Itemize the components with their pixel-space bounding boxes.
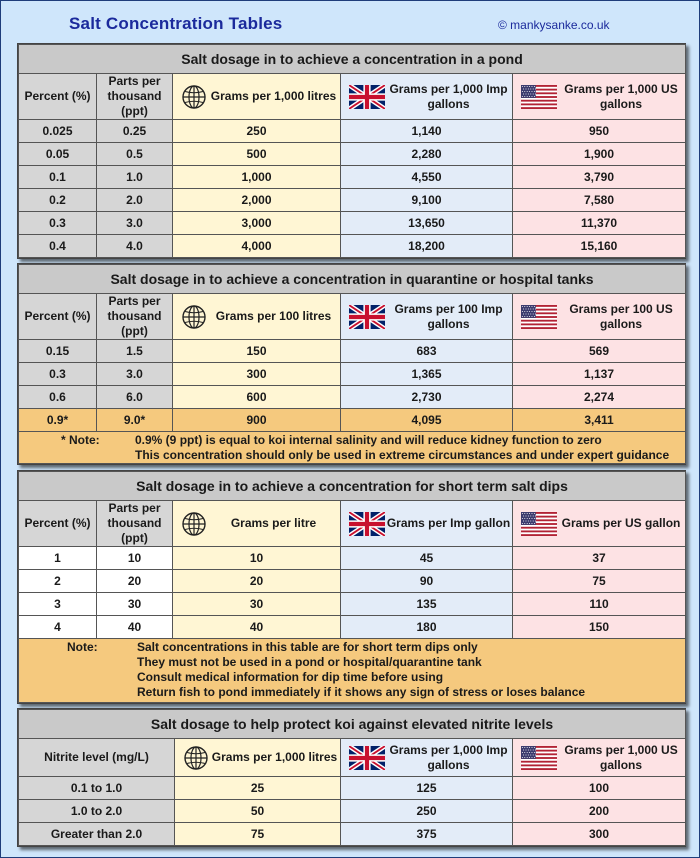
col-global: Grams per 1,000 litres xyxy=(175,739,341,777)
table-cell: 110 xyxy=(513,593,686,616)
table-cell: 4 xyxy=(19,616,97,639)
table-cell: 3.0 xyxy=(97,363,173,386)
table-cell: 600 xyxy=(173,386,341,409)
pond-table-section xyxy=(17,43,686,259)
table-cell: 7,580 xyxy=(513,189,686,212)
table-cell: 125 xyxy=(341,777,513,800)
table-cell: 40 xyxy=(173,616,341,639)
table-cell: 0.5 xyxy=(97,143,173,166)
uk-flag-icon xyxy=(349,512,385,536)
copyright: © mankysanke.co.uk xyxy=(498,18,610,32)
table-cell: 500 xyxy=(173,143,341,166)
note-label xyxy=(67,685,137,700)
table-cell: 2,730 xyxy=(341,386,513,409)
us-flag-icon xyxy=(521,85,557,109)
table-cell: 9.0* xyxy=(97,409,173,432)
table-row xyxy=(19,570,686,593)
note-label xyxy=(67,655,137,670)
page-title: Salt Concentration Tables xyxy=(69,14,283,33)
hospital-table xyxy=(18,264,686,464)
table-cell: 6.0 xyxy=(97,386,173,409)
col-uk: Grams per 1,000 Imp gallons xyxy=(341,739,513,777)
table-cell: 37 xyxy=(513,547,686,570)
table-cell: 1,000 xyxy=(173,166,341,189)
table-cell: 10 xyxy=(97,547,173,570)
nitrite-header-row xyxy=(19,739,686,777)
table-cell: 75 xyxy=(513,570,686,593)
table-cell: 1 xyxy=(19,547,97,570)
col-nitrite-level: Nitrite level (mg/L) xyxy=(19,739,175,777)
table-cell: 0.05 xyxy=(19,143,97,166)
col-uk: Grams per 100 Imp gallons xyxy=(341,294,513,340)
table-cell: 75 xyxy=(175,823,341,846)
table-row xyxy=(19,340,686,363)
table-cell: 1.0 to 2.0 xyxy=(19,800,175,823)
hospital-header-row xyxy=(19,294,686,340)
table-row xyxy=(19,212,686,235)
table-cell: 300 xyxy=(173,363,341,386)
table-cell: 150 xyxy=(513,616,686,639)
dips-header-row xyxy=(19,501,686,547)
table-cell: 20 xyxy=(173,570,341,593)
table-cell: 135 xyxy=(341,593,513,616)
col-ppt: Parts per thousand (ppt) xyxy=(97,74,173,120)
table-cell: 100 xyxy=(513,777,686,800)
table-row xyxy=(19,363,686,386)
table-cell: 200 xyxy=(513,800,686,823)
table-row xyxy=(19,409,686,432)
table-row xyxy=(19,235,686,258)
table-cell: 3 xyxy=(19,593,97,616)
col-ppt: Parts per thousand (ppt) xyxy=(97,501,173,547)
hospital-note xyxy=(19,432,686,464)
pond-table-title: Salt dosage in to achieve a concentration in a pond xyxy=(19,45,686,74)
table-cell: 1,365 xyxy=(341,363,513,386)
table-cell: 90 xyxy=(341,570,513,593)
table-cell: 1,137 xyxy=(513,363,686,386)
table-cell: 0.3 xyxy=(19,212,97,235)
col-uk: Grams per Imp gallon xyxy=(341,501,513,547)
note-line: Salt concentrations in this table are for short term dips only xyxy=(137,640,478,654)
uk-flag-icon xyxy=(349,85,385,109)
table-cell: 1,900 xyxy=(513,143,686,166)
globe-icon xyxy=(181,511,207,537)
table-cell: 0.025 xyxy=(19,120,97,143)
col-us: Grams per US gallon xyxy=(513,501,686,547)
table-cell: Greater than 2.0 xyxy=(19,823,175,846)
table-cell: 250 xyxy=(341,800,513,823)
note-label xyxy=(61,448,135,463)
globe-icon xyxy=(181,84,207,110)
table-cell: 0.15 xyxy=(19,340,97,363)
dips-note xyxy=(19,639,686,703)
table-cell: 15,160 xyxy=(513,235,686,258)
table-cell: 0.25 xyxy=(97,120,173,143)
us-flag-icon xyxy=(521,512,557,536)
globe-icon xyxy=(183,745,209,771)
table-cell: 1.0 xyxy=(97,166,173,189)
col-percent: Percent (%) xyxy=(19,294,97,340)
table-row xyxy=(19,547,686,570)
table-cell: 2,000 xyxy=(173,189,341,212)
table-cell: 0.4 xyxy=(19,235,97,258)
dips-table xyxy=(18,471,686,703)
note-line: This concentration should only be used in extreme circumstances and under expert guidance xyxy=(135,448,670,462)
table-row xyxy=(19,386,686,409)
table-row xyxy=(19,120,686,143)
table-cell: 30 xyxy=(173,593,341,616)
note-line: They must not be used in a pond or hospital/quarantine tank xyxy=(137,655,482,669)
pond-header-row xyxy=(19,74,686,120)
note-label: * Note: xyxy=(61,433,100,447)
table-cell: 50 xyxy=(175,800,341,823)
table-cell: 300 xyxy=(513,823,686,846)
table-row xyxy=(19,189,686,212)
table-cell: 0.9* xyxy=(19,409,97,432)
col-percent: Percent (%) xyxy=(19,501,97,547)
note-line: Consult medical information for dip time before using xyxy=(137,670,444,684)
table-cell: 1,140 xyxy=(341,120,513,143)
uk-flag-icon xyxy=(349,305,385,329)
col-us: Grams per 1,000 US gallons xyxy=(513,74,686,120)
table-cell: 40 xyxy=(97,616,173,639)
note-label xyxy=(67,670,137,685)
dips-table-title: Salt dosage in to achieve a concentration for short term salt dips xyxy=(19,472,686,501)
table-cell: 11,370 xyxy=(513,212,686,235)
table-cell: 3,790 xyxy=(513,166,686,189)
table-row xyxy=(19,143,686,166)
table-cell: 2 xyxy=(19,570,97,593)
col-us: Grams per 100 US gallons xyxy=(513,294,686,340)
table-cell: 4,000 xyxy=(173,235,341,258)
table-cell: 0.1 to 1.0 xyxy=(19,777,175,800)
table-cell: 18,200 xyxy=(341,235,513,258)
table-cell: 3.0 xyxy=(97,212,173,235)
table-cell: 25 xyxy=(175,777,341,800)
note-line: 0.9% (9 ppt) is equal to koi internal salinity and will reduce kidney function to zero xyxy=(135,433,602,447)
table-cell: 0.2 xyxy=(19,189,97,212)
col-global: Grams per litre xyxy=(173,501,341,547)
note-line: Return fish to pond immediately if it shows any sign of stress or loses balance xyxy=(137,685,586,699)
table-cell: 13,650 xyxy=(341,212,513,235)
table-cell: 1.5 xyxy=(97,340,173,363)
globe-icon xyxy=(181,304,207,330)
table-cell: 900 xyxy=(173,409,341,432)
table-cell: 2,274 xyxy=(513,386,686,409)
uk-flag-icon xyxy=(349,746,385,770)
table-cell: 10 xyxy=(173,547,341,570)
table-cell: 569 xyxy=(513,340,686,363)
col-us: Grams per 1,000 US gallons xyxy=(513,739,686,777)
us-flag-icon xyxy=(521,746,557,770)
col-ppt: Parts per thousand (ppt) xyxy=(97,294,173,340)
table-cell: 4,095 xyxy=(341,409,513,432)
table-row xyxy=(19,800,686,823)
table-cell: 4.0 xyxy=(97,235,173,258)
table-row xyxy=(19,593,686,616)
table-cell: 180 xyxy=(341,616,513,639)
col-global: Grams per 100 litres xyxy=(173,294,341,340)
table-row xyxy=(19,777,686,800)
table-cell: 2,280 xyxy=(341,143,513,166)
table-row xyxy=(19,616,686,639)
table-cell: 2.0 xyxy=(97,189,173,212)
table-cell: 4,550 xyxy=(341,166,513,189)
note-label: Note: xyxy=(67,640,98,654)
col-percent: Percent (%) xyxy=(19,74,97,120)
pond-table xyxy=(18,44,686,258)
table-cell: 375 xyxy=(341,823,513,846)
table-cell: 45 xyxy=(341,547,513,570)
hospital-table-title: Salt dosage in to achieve a concentration in quarantine or hospital tanks xyxy=(19,265,686,294)
table-cell: 150 xyxy=(173,340,341,363)
table-cell: 20 xyxy=(97,570,173,593)
nitrite-table xyxy=(18,709,686,846)
table-row xyxy=(19,166,686,189)
table-cell: 0.1 xyxy=(19,166,97,189)
table-cell: 30 xyxy=(97,593,173,616)
table-cell: 3,411 xyxy=(513,409,686,432)
col-uk: Grams per 1,000 Imp gallons xyxy=(341,74,513,120)
table-cell: 950 xyxy=(513,120,686,143)
table-cell: 0.6 xyxy=(19,386,97,409)
hospital-table-section xyxy=(17,263,686,465)
table-row xyxy=(19,823,686,846)
us-flag-icon xyxy=(521,305,557,329)
table-cell: 250 xyxy=(173,120,341,143)
nitrite-table-section xyxy=(17,708,686,847)
table-cell: 0.3 xyxy=(19,363,97,386)
col-global: Grams per 1,000 litres xyxy=(173,74,341,120)
table-cell: 683 xyxy=(341,340,513,363)
table-cell: 3,000 xyxy=(173,212,341,235)
dips-table-section xyxy=(17,470,686,704)
nitrite-table-title: Salt dosage to help protect koi against elevated nitrite levels xyxy=(19,710,686,739)
table-cell: 9,100 xyxy=(341,189,513,212)
